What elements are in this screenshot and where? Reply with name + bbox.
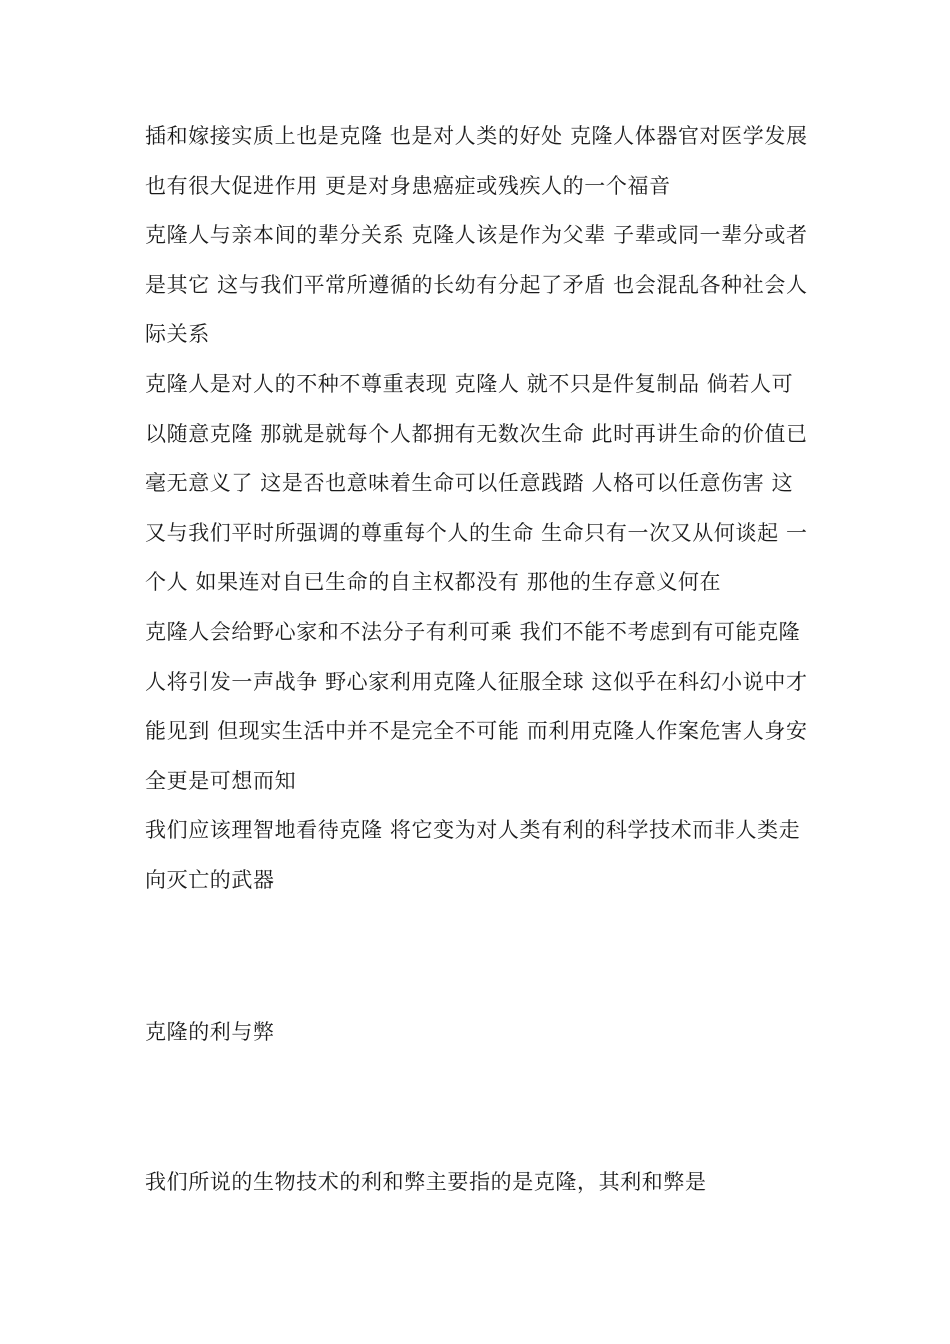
closing-paragraph: 我们所说的生物技术的利和弊主要指的是克隆，其利和弊是 xyxy=(145,1170,707,1194)
body-text xyxy=(145,112,810,906)
paragraph-generation: 克隆人与亲本间的辈分关系 克隆人该是作为父辈 子辈或同一辈分或者是其它 这与我们平常所遵循的长幼有分起了矛盾 也会混乱各种社会人际关系 xyxy=(145,223,808,347)
paragraph-benefits: 插和嫁接实质上也是克隆 也是对人类的好处 克隆人体器官对医学发展也有很大促进作用 更是对身患癌症或残疾人的一个福音 xyxy=(145,124,808,198)
paragraph-respect: 克隆人是对人的不种不尊重表现 克隆人 就不只是件复制品 倘若人可以随意克隆 那就是就每个人都拥有无数次生命 此时再讲生命的价值已毫无意义了 这是否也意味着生命可以任意践踏 人格可以任意伤害 这又与我们平时所强调的尊重每个人的生命 生命只有一次又从何谈起 一个人 如果连对自已生命的自主权都没有 那他的生存意义何在 xyxy=(145,371,808,595)
paragraph-conclusion: 我们应该理智地看待克隆 将它变为对人类有利的科学技术而非人类走向灭亡的武器 xyxy=(145,818,801,892)
paragraph-danger: 克隆人会给野心家和不法分子有利可乘 我们不能不考虑到有可能克隆人将引发一声战争 野心家利用克隆人征服全球 这似乎在科幻小说中才能见到 但现实生活中并不是完全不可能 而利用克隆人作案危害人身安全更是可想而知 xyxy=(145,619,808,793)
section-heading: 克隆的利与弊 xyxy=(145,1020,275,1044)
